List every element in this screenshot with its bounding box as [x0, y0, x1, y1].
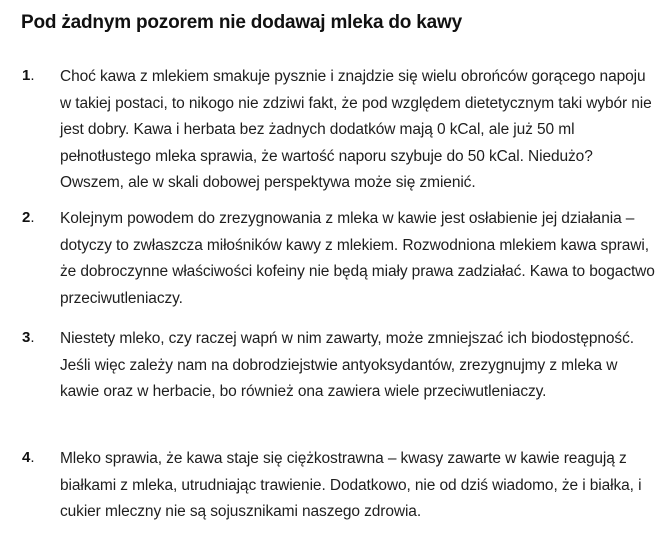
list-item-number — [22, 446, 35, 470]
list-number-digit: 2 — [22, 209, 31, 226]
list-number-digit: 4 — [22, 449, 31, 466]
list-number-dot: . — [30, 329, 35, 346]
list-item-number — [22, 326, 35, 350]
list-item-text: Niestety mleko, czy raczej wapń w nim zawarty, może zmniejszać ich biodostępność. Jeśli więc zależy nam na dobrodziejstwie antyoksydantów, zrezygnujmy z mleka w kawie oraz w herbacie, bo również ona zawiera wiele przeciwutleniaczy. — [60, 330, 634, 400]
list-item-text: Mleko sprawia, że kawa staje się ciężkostrawna – kwasy zawarte w kawie reagują z białkami z mleka, utrudniając trawienie. Dodatkowo, nie od dziś wiadomo, że i białka, i cukier mleczny nie są sojusznikami naszego zdrowia. — [60, 450, 642, 520]
list-number-digit: 3 — [22, 329, 31, 346]
list-number-dot: . — [30, 449, 35, 466]
list-item-text: Kolejnym powodem do zrezygnowania z mleka w kawie jest osłabienie jej działania – dotyczy to zwłaszcza miłośników kawy z mlekiem. Rozwodniona mlekiem kawa sprawi, że dobroczynne właściwości kofeiny nie będą miały prawa zadziałać. Kawa to bogactwo przeciwutleniaczy. — [60, 210, 655, 307]
article-title: Pod żadnym pozorem nie dodawaj mleka do kawy — [21, 12, 462, 33]
list-number-digit: 1 — [22, 67, 31, 84]
list-item-text: Choć kawa z mlekiem smakuje pysznie i znajdzie się wielu obrońców gorącego napoju w takiej postaci, to nikogo nie zdziwi fakt, że pod względem dietetycznym taki wybór nie jest dobry. Kawa i herbata bez żadnych dodatków mają 0 kCal, ale już 50 ml pełnotłustego mleka sprawia, że wartość naporu szybuje do 50 kCal. Niedużo? Owszem, ale w skali dobowej perspektywa może się zmienić. — [60, 68, 652, 191]
list-number-dot: . — [30, 209, 35, 226]
list-item-number — [22, 64, 35, 88]
list-number-dot: . — [30, 67, 35, 84]
list-item-number — [22, 206, 35, 230]
